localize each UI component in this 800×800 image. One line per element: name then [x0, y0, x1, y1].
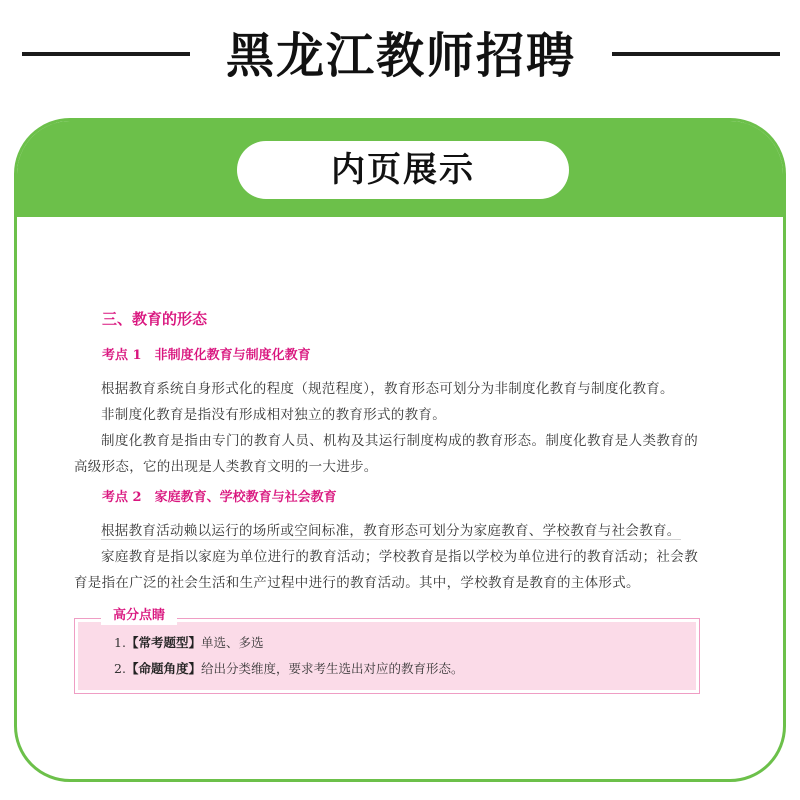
kp2-paragraph: 家庭教育是指以家庭为单位进行的教育活动；学校教育是指以学校为单位进行的教育活动；社会教育是指在广泛的社会生活和生产过程中进行的教育活动。其中，学校教育是教育的主体形式。: [74, 549, 698, 591]
highlight-item-tag: 【常考题型】: [125, 635, 201, 650]
kp2-paragraph: [74, 518, 698, 544]
panel-header-band: [17, 121, 783, 217]
kp2-underlined-text: 根据教育活动赖以运行的场所或空间标准，教育形态可划分为家庭教育、学校教育与社会教育。: [101, 523, 681, 539]
highlight-item-text: 给出分类维度，要求考生选出对应的教育形态。: [200, 661, 464, 676]
header-rule-right: [612, 52, 780, 56]
page-title: 黑龙江教师招聘: [225, 28, 576, 84]
highlight-box: [74, 608, 700, 694]
highlight-item: [114, 630, 696, 656]
kp2-title: 考点 2 家庭教育、学校教育与社会教育: [102, 490, 337, 505]
kp1-paragraph: 根据教育系统自身形式化的程度（规范程度），教育形态可划分为非制度化教育与制度化教育。: [101, 381, 674, 397]
document-page: [74, 308, 698, 694]
highlight-label: 高分点睛: [101, 607, 177, 625]
kp1-paragraph: 制度化教育是指由专门的教育人员、机构及其运行制度构成的教育形态。制度化教育是人类教育的高级形态，它的出现是人类教育文明的一大进步。: [74, 433, 698, 475]
highlight-content: [78, 622, 696, 690]
panel-title: 内页展示: [237, 141, 569, 199]
kp1-title: 考点 1 非制度化教育与制度化教育: [102, 348, 311, 363]
highlight-item-tag: 【命题角度】: [125, 661, 201, 676]
highlight-item: [114, 656, 696, 682]
highlight-item-text: 单选、多选: [200, 635, 264, 650]
header-rule-left: [22, 52, 190, 56]
kp1-paragraph: 非制度化教育是指没有形成相对独立的教育形式的教育。: [101, 407, 446, 423]
highlight-item-number: 1.: [114, 635, 126, 650]
highlight-item-number: 2.: [114, 661, 126, 676]
section-title: 三、教育的形态: [102, 310, 208, 328]
